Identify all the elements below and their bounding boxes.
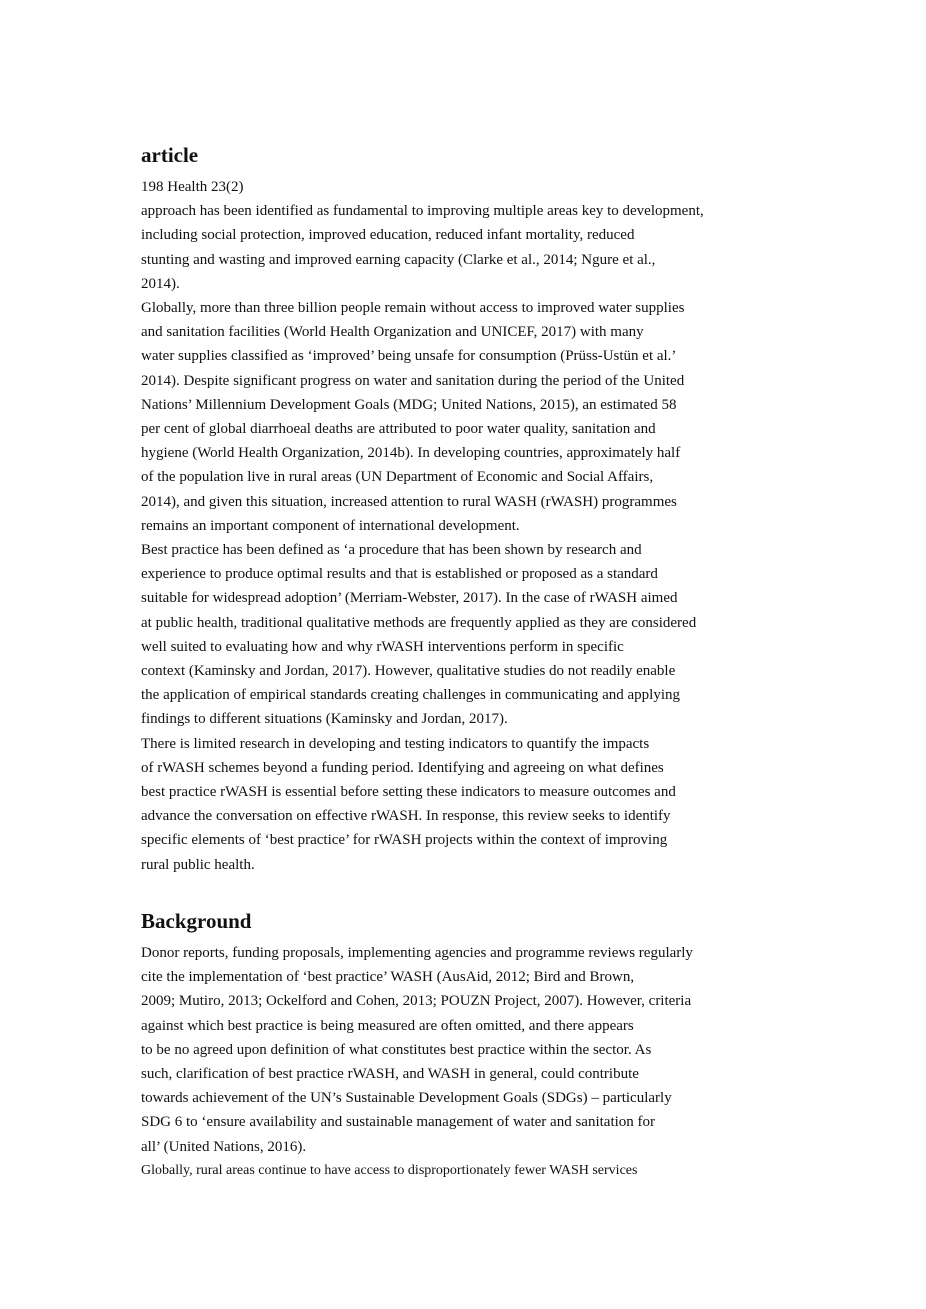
text-line: water supplies classified as ‘improved’ being unsafe for consumption (Prüss-Ustün et al.’	[141, 348, 677, 365]
text-line: hygiene (World Health Organization, 2014b). In developing countries, approximately half	[141, 445, 681, 462]
section-heading-background: Background	[141, 909, 252, 933]
text-line: Globally, more than three billion people remain without access to improved water supplies	[141, 300, 685, 317]
text-line: Best practice has been defined as ‘a procedure that has been shown by research and	[141, 542, 642, 559]
text-line: 2009; Mutiro, 2013; Ockelford and Cohen, 2013; POUZN Project, 2007). However, criteria	[141, 993, 692, 1010]
text-line: approach has been identified as fundamental to improving multiple areas key to development,	[141, 203, 704, 220]
text-line: findings to different situations (Kaminsky and Jordan, 2017).	[141, 711, 508, 728]
text-line: of rWASH schemes beyond a funding period. Identifying and agreeing on what defines	[141, 759, 664, 776]
text-line: best practice rWASH is essential before setting these indicators to measure outcomes and	[141, 784, 676, 801]
text-line: suitable for widespread adoption’ (Merriam-Webster, 2017). In the case of rWASH aimed	[141, 590, 678, 607]
text-line: the application of empirical standards creating challenges in communicating and applying	[141, 687, 680, 704]
text-line: context (Kaminsky and Jordan, 2017). However, qualitative studies do not readily enable	[141, 663, 676, 680]
text-line: 2014). Despite significant progress on water and sanitation during the period of the United	[141, 372, 685, 389]
text-line: at public health, traditional qualitative methods are frequently applied as they are considered	[141, 614, 697, 631]
text-line: 2014), and given this situation, increased attention to rural WASH (rWASH) programmes	[141, 493, 677, 510]
text-line: There is limited research in developing and testing indicators to quantify the impacts	[141, 735, 650, 752]
text-line: towards achievement of the UN’s Sustainable Development Goals (SDGs) – particularly	[141, 1090, 672, 1107]
text-line: specific elements of ‘best practice’ for rWASH projects within the context of improving	[141, 832, 668, 849]
text-line: advance the conversation on effective rWASH. In response, this review seeks to identify	[141, 808, 671, 825]
text-line: Nations’ Millennium Development Goals (MDG; United Nations, 2015), an estimated 58	[141, 396, 677, 413]
text-line: Globally, rural areas continue to have access to disproportionately fewer WASH services	[141, 1162, 638, 1178]
text-line: against which best practice is being measured are often omitted, and there appears	[141, 1017, 634, 1034]
text-line: 198 Health 23(2)	[141, 179, 244, 195]
text-line: well suited to evaluating how and why rWASH interventions perform in specific	[141, 638, 624, 655]
background-body	[141, 941, 781, 1183]
text-line: remains an important component of international development.	[141, 517, 520, 534]
text-line: Donor reports, funding proposals, implementing agencies and programme reviews regularly	[141, 945, 693, 961]
text-line: SDG 6 to ‘ensure availability and sustainable management of water and sanitation for	[141, 1114, 656, 1131]
text-line: all’ (United Nations, 2016).	[141, 1138, 307, 1155]
text-line: experience to produce optimal results and that is established or proposed as a standard	[141, 566, 658, 583]
section-heading-article: article	[141, 143, 199, 167]
text-line: rural public health.	[141, 856, 255, 873]
text-line: such, clarification of best practice rWASH, and WASH in general, could contribute	[141, 1066, 639, 1083]
text-line: per cent of global diarrhoeal deaths are attributed to poor water quality, sanitation and	[141, 421, 656, 438]
text-line: to be no agreed upon definition of what constitutes best practice within the sector. As	[141, 1041, 652, 1058]
article-body	[141, 175, 781, 877]
text-line: and sanitation facilities (World Health Organization and UNICEF, 2017) with many	[141, 324, 644, 341]
text-line: including social protection, improved education, reduced infant mortality, reduced	[141, 227, 635, 244]
text-line: stunting and wasting and improved earning capacity (Clarke et al., 2014; Ngure et al.,	[141, 251, 656, 268]
text-line: cite the implementation of ‘best practice’ WASH (AusAid, 2012; Bird and Brown,	[141, 969, 635, 986]
text-line: 2014).	[141, 275, 180, 292]
text-line: of the population live in rural areas (UN Department of Economic and Social Affairs,	[141, 469, 654, 486]
